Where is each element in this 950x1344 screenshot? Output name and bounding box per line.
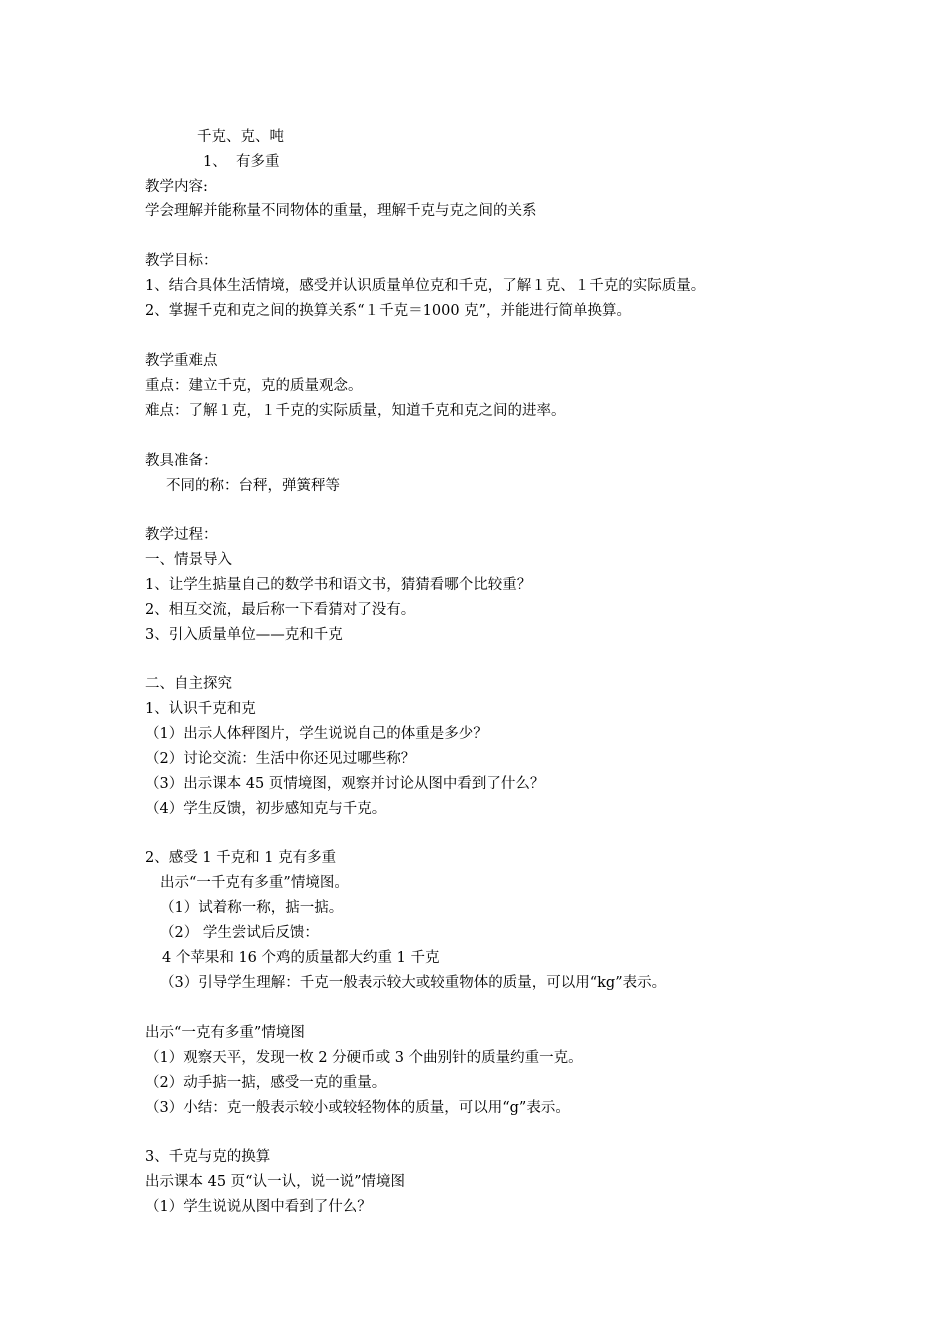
sub2-show2: 出示“一克有多重”情境图 (145, 1025, 305, 1041)
part1-item: 2、相互交流，最后称一下看猜对了没有。 (145, 602, 416, 618)
sub3-title: 3、千克与克的换算 (145, 1149, 271, 1165)
sub1-item: （4）学生反馈，初步感知克与千克。 (145, 801, 387, 817)
sub1-item: （2）讨论交流：生活中你还见过哪些称？ (145, 751, 416, 767)
tools-text: 不同的称：台秤，弹簧秤等 (166, 478, 340, 494)
sub2-item: （2） 学生尝试后反馈： (160, 925, 319, 941)
sub2-item2: （3）小结：克一般表示较小或较轻物体的质量，可以用“g”表示。 (145, 1100, 570, 1116)
sub1-title: 1、认识千克和克 (145, 701, 256, 717)
tools-heading: 教具准备： (145, 453, 218, 469)
goal-item: 1、结合具体生活情境，感受并认识质量单位克和千克，了解１克、１千克的实际质量。 (145, 278, 706, 294)
goals-heading: 教学目标： (145, 253, 218, 269)
sub1-item: （1）出示人体秤图片，学生说说自己的体重是多少？ (145, 726, 488, 742)
sub2-item2: （2）动手掂一掂，感受一克的重量。 (145, 1075, 387, 1091)
part1-item: 1、让学生掂量自己的数学书和语文书，猜猜看哪个比较重？ (145, 577, 532, 593)
sub3-show: 出示课本 45 页“认一认，说一说”情境图 (145, 1174, 405, 1190)
keypoints-heading: 教学重难点 (145, 353, 218, 369)
sub2-item: 4 个苹果和 16 个鸡的质量都大约重 1 千克 (162, 950, 440, 966)
subtitle-number: 1、 (203, 154, 227, 170)
part1-title: 一、情景导入 (145, 552, 232, 568)
sub2-show: 出示“一千克有多重”情境图。 (160, 875, 349, 891)
document-title: 千克、克、吨 (197, 129, 284, 145)
sub2-title: 2、感受 1 千克和 1 克有多重 (145, 850, 337, 866)
sub2-item: （3）引导学生理解：千克一般表示较大或较重物体的质量，可以用“kg”表示。 (160, 975, 667, 991)
process-heading: 教学过程： (145, 527, 218, 543)
content-text: 学会理解并能称量不同物体的重量，理解千克与克之间的关系 (145, 203, 537, 219)
content-heading: 教学内容: (145, 179, 208, 195)
sub1-item: （3）出示课本 45 页情境图，观察并讨论从图中看到了什么？ (145, 776, 545, 792)
goal-item: 2、掌握千克和克之间的换算关系“１千克＝1000 克”，并能进行简单换算。 (145, 303, 632, 319)
sub2-item2: （1）观察天平，发现一枚 2 分硬币或 3 个曲别针的质量约重一克。 (145, 1050, 583, 1066)
difficult-point: 难点：了解１克，１千克的实际质量，知道千克和克之间的进率。 (145, 403, 566, 419)
part1-item: 3、引入质量单位——克和千克 (145, 627, 343, 643)
sub3-item: （1）学生说说从图中看到了什么？ (145, 1199, 372, 1215)
subtitle-text: 有多重 (236, 154, 280, 170)
key-point: 重点：建立千克，克的质量观念。 (145, 378, 363, 394)
sub2-item: （1）试着称一称，掂一掂。 (160, 900, 344, 916)
part2-title: 二、自主探究 (145, 676, 232, 692)
